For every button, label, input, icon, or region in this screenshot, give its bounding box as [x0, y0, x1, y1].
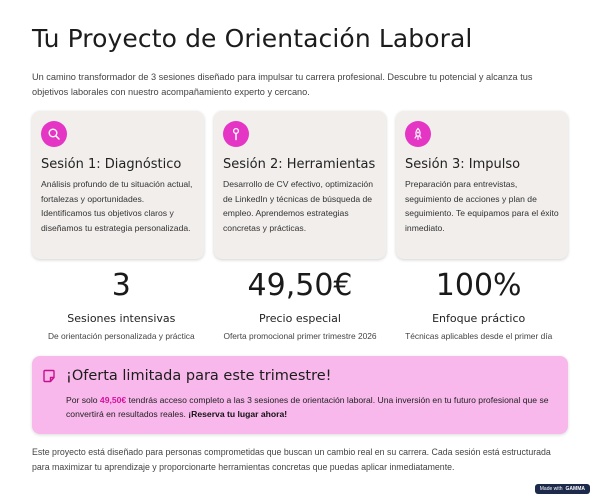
session-card-1 [32, 111, 204, 259]
badge-brand: GAMMA [565, 486, 585, 492]
intro-text: Un camino transformador de 3 sesiones diseñado para impulsar tu carrera profesional. Descubre tu potencial y alcanza tus objetivos laborales con nuestro acompañamiento experto y cercano. [32, 72, 533, 97]
offer-title: ¡Oferta limitada para este trimestre! [66, 368, 332, 384]
session-title: Sesión 3: Impulso [405, 157, 521, 172]
offer-callout [32, 356, 568, 434]
stats-row [32, 268, 568, 341]
stat-sub: Oferta promocional primer trimestre 2026 [223, 331, 377, 341]
stat-sessions [32, 268, 211, 341]
sessions-cards [32, 111, 568, 259]
stat-value: 49,50€ [247, 268, 353, 303]
stat-value: 3 [111, 268, 131, 303]
note-icon [42, 369, 56, 383]
stat-label: Sesiones intensivas [67, 312, 176, 325]
search-icon [41, 121, 67, 147]
tool-icon [223, 121, 249, 147]
stat-value: 100% [435, 268, 522, 303]
offer-price: 49,50€ [99, 395, 127, 405]
rocket-icon [405, 121, 431, 147]
stat-label: Enfoque práctico [432, 312, 526, 325]
offer-cta: ¡Reserva tu lugar ahora! [188, 409, 288, 419]
stat-sub: De orientación personalizada y práctica [48, 331, 195, 341]
offer-text-before: Por solo [66, 395, 100, 405]
page-title: Tu Proyecto de Orientación Laboral [32, 24, 473, 53]
session-text: Desarrollo de CV efectivo, optimización de LinkedIn y técnicas de búsqueda de empleo. Aprendemos estrategias concretas y prácticas. [223, 179, 373, 233]
stat-label: Precio especial [259, 312, 341, 325]
made-with-badge[interactable] [535, 484, 590, 494]
stat-practical [389, 268, 568, 341]
session-title: Sesión 2: Herramientas [223, 157, 376, 172]
session-text: Análisis profundo de tu situación actual, fortalezas y oportunidades. Identificamos tus objetivos claros y diseñamos tu estrategia personalizada. [41, 179, 193, 233]
offer-text [66, 393, 556, 421]
session-card-3 [396, 111, 568, 259]
closing-text: Este proyecto está diseñado para personas comprometidas que buscan un cambio real en su carrera. Cada sesión está estructurada para maximizar tu aprendizaje y proporcionarte herramientas concretas que puedas aplicar inmediatamente. [32, 447, 551, 472]
session-title: Sesión 1: Diagnóstico [41, 157, 182, 172]
offer-text-after: tendrás acceso completo a las 3 sesiones de orientación laboral. Una inversión en tu futuro profesional que se convertirá en resultados reales. [66, 395, 549, 419]
stat-price [211, 268, 390, 341]
session-card-2 [214, 111, 386, 259]
offer-header [42, 368, 556, 384]
session-text: Preparación para entrevistas, seguimiento de acciones y plan de seguimiento. Te equipamos para el éxito inmediato. [405, 179, 559, 233]
stat-sub: Técnicas aplicables desde el primer día [405, 331, 553, 341]
badge-prefix: Made with [539, 486, 563, 492]
